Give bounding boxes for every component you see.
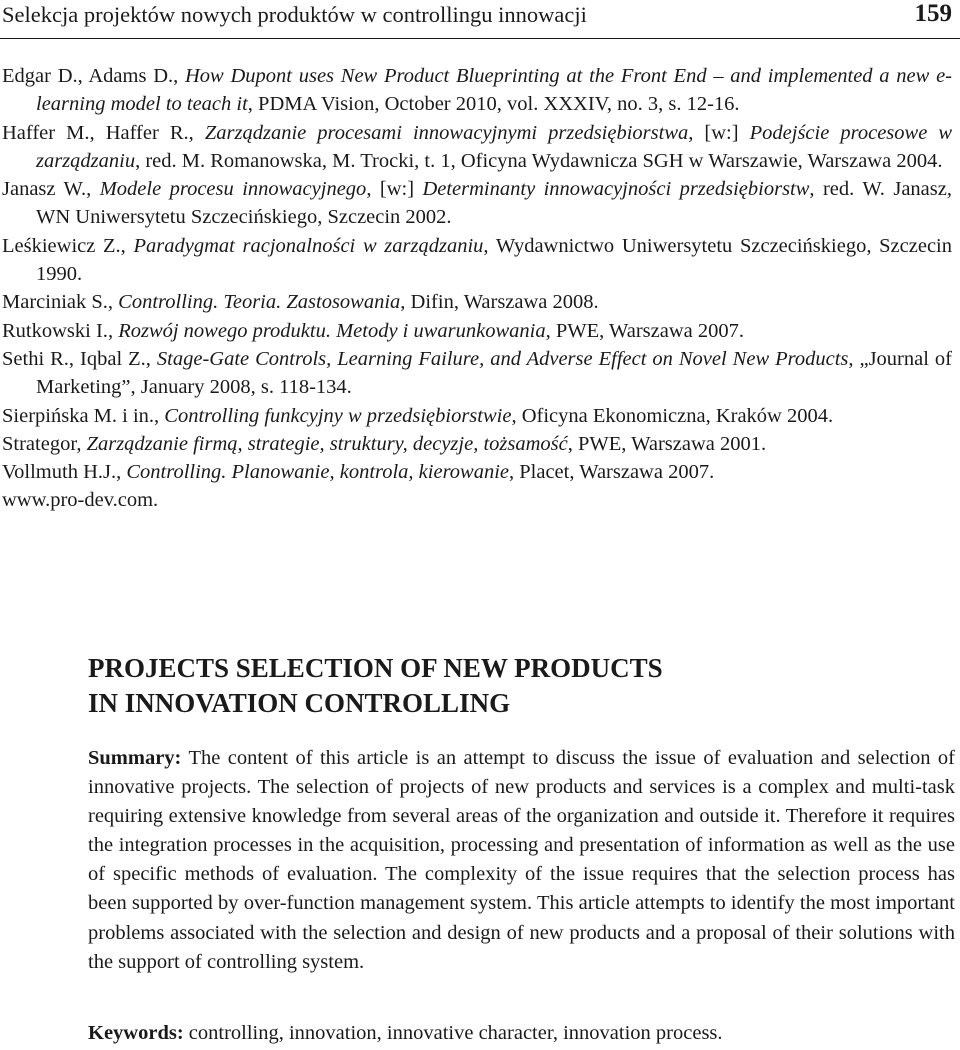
keywords-paragraph [88, 1019, 955, 1047]
english-title-line-2: IN INNOVATION CONTROLLING [88, 688, 511, 718]
reference-entry: www.pro-dev.com. [2, 489, 159, 512]
running-header [0, 0, 960, 39]
reference-entry: Haffer M., Haffer R., Zarządzanie procesami innowacyjnymi przedsiębiorstwa, [w:] Podejście procesowe w zarządzaniu, red. M. Romanowska, M. Trocki, t. 1, Oficyna Wydawnicza SGH w Warszawie, Warszawa 2004. [2, 121, 953, 172]
keywords-label: Keywords: [88, 1022, 184, 1044]
reference-entry: Janasz W., Modele procesu innowacyjnego, [w:] Determinanty innowacyjności przedsiębiorstw, red. W. Janasz, WN Uniwersytetu Szczecińskiego, Szczecin 2002. [2, 178, 952, 229]
reference-entry: Sethi R., Iqbal Z., Stage-Gate Controls, Learning Failure, and Adverse Effect on Novel New Products, „Journal of Marketing”, January 2008, s. 118-134. [2, 347, 952, 399]
running-title: Selekcja projektów nowych produktów w controllingu innowacji [2, 2, 587, 27]
summary-paragraph [88, 744, 955, 977]
english-title-line-1: PROJECTS SELECTION OF NEW PRODUCTS [88, 653, 663, 683]
reference-entry: Edgar D., Adams D., How Dupont uses New Product Blueprinting at the Front End – and implemented a new e-learning model to teach it, PDMA Vision, October 2010, vol. XXXIV, no. 3, s. 12-16. [2, 65, 952, 116]
bibliography [2, 62, 952, 515]
summary-text: The content of this article is an attempt to discuss the issue of evaluation and selection of innovative projects. The selection of projects of new products and services is a complex and multi-task requiring extensive knowledge from several areas of the organization and outside it. Therefore it requires the integration processes in the acquisition, processing and presentation of information as well as the use of specific methods of evaluation. The complexity of the issue requires that the selection process has been supported by over-function management system. This article attempts to identify the most important problems associated with the selection and design of new products and a proposal of their solutions with the support of controlling system. [88, 747, 955, 973]
reference-entry: Vollmuth H.J., Controlling. Planowanie, kontrola, kierowanie, Placet, Warszawa 2007. [2, 461, 715, 484]
summary-label: Summary: [88, 747, 182, 769]
page-number: 159 [914, 0, 952, 27]
keywords-text: controlling, innovation, innovative character, innovation process. [183, 1022, 723, 1044]
reference-entry: Leśkiewicz Z., Paradygmat racjonalności w zarządzaniu, Wydawnictwo Uniwersytetu Szczecińskiego, Szczecin 1990. [2, 234, 952, 286]
reference-entry: Sierpińska M. i in., Controlling funkcyjny w przedsiębiorstwie, Oficyna Ekonomiczna, Kraków 2004. [2, 404, 834, 427]
reference-entry: Marciniak S., Controlling. Teoria. Zastosowania, Difin, Warszawa 2008. [2, 291, 599, 314]
reference-entry: Rutkowski I., Rozwój nowego produktu. Metody i uwarunkowania, PWE, Warszawa 2007. [2, 319, 744, 342]
english-title [88, 651, 888, 721]
reference-entry: Strategor, Zarządzanie firmą, strategie, struktury, decyzje, tożsamość, PWE, Warszawa 2001. [2, 432, 767, 455]
